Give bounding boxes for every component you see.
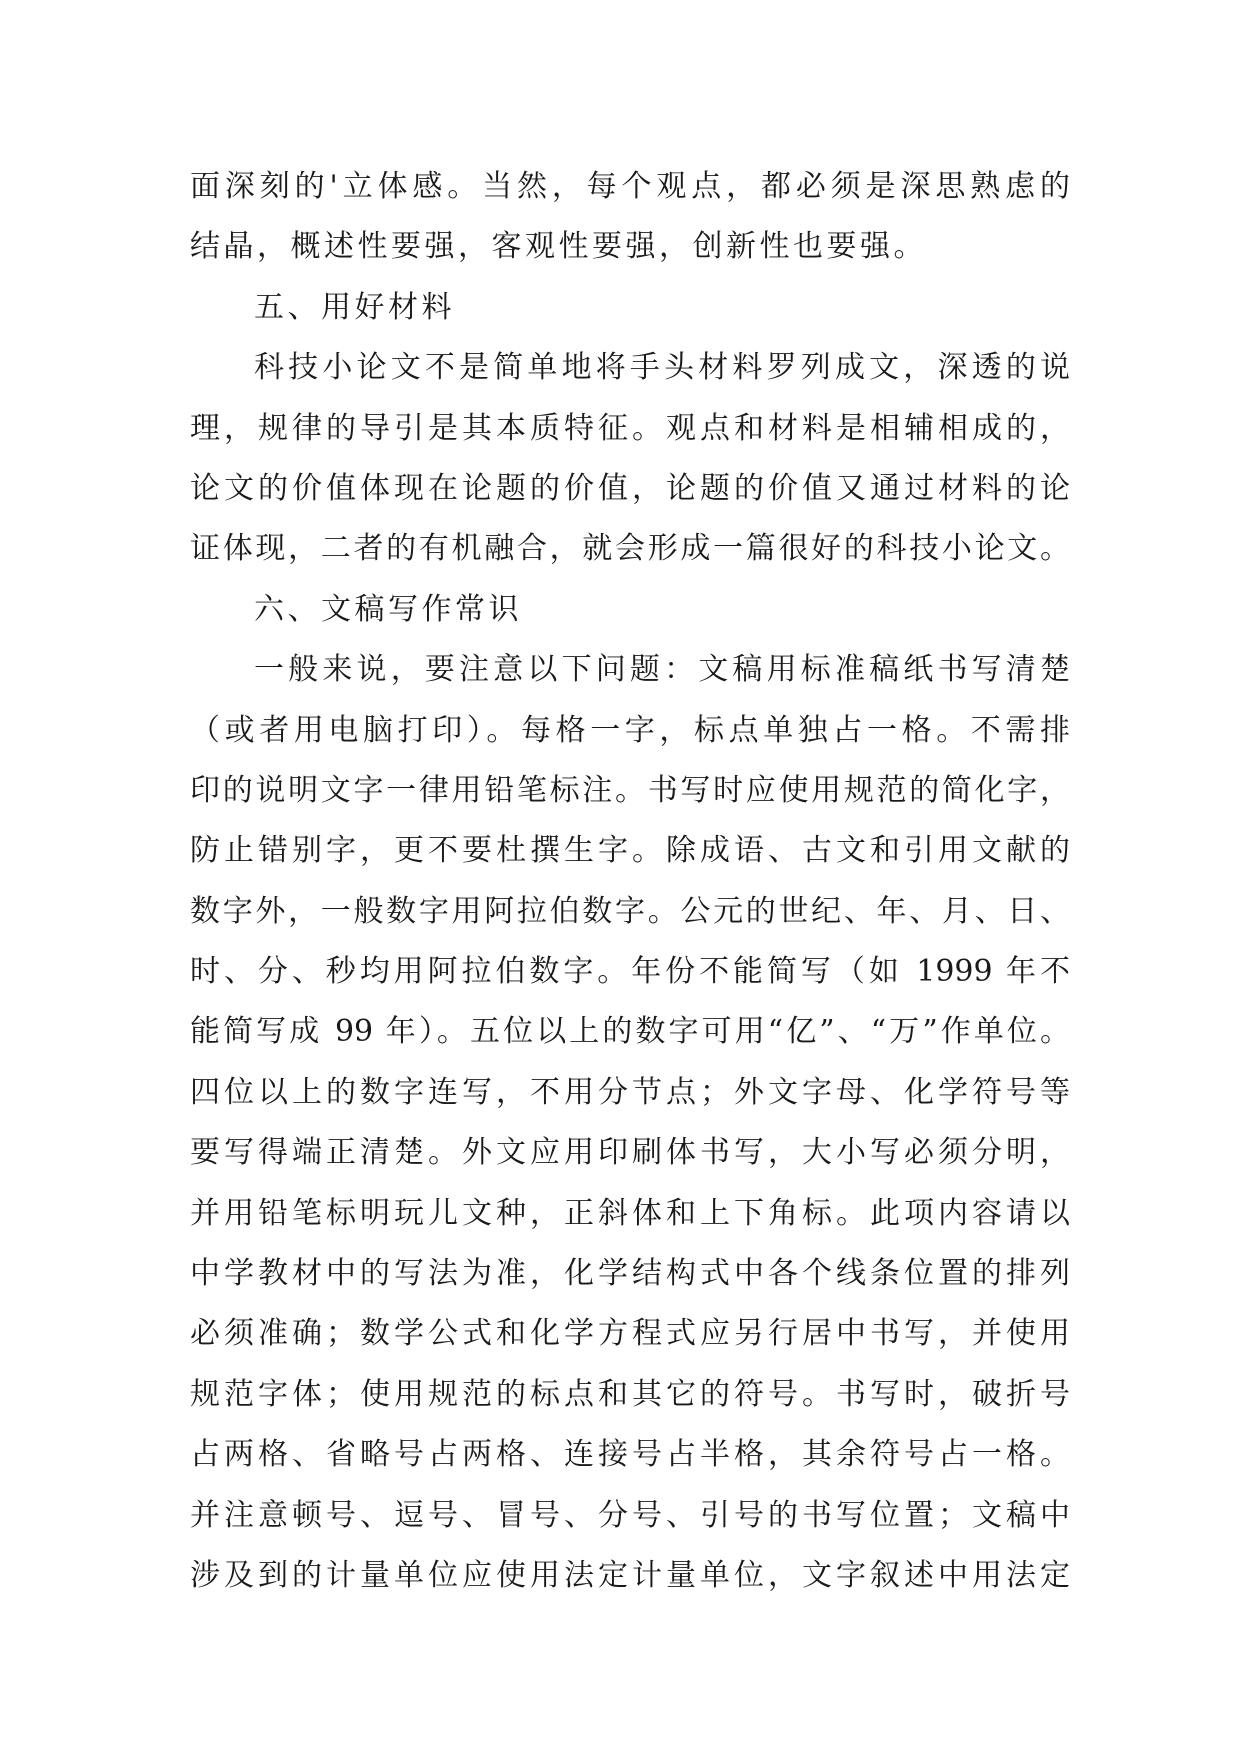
text-line: 涉及到的计量单位应使用法定计量单位，文字叙述中用法定 bbox=[190, 1557, 1070, 1593]
text-line: 并用铅笔标明玩儿文种，正斜体和上下角标。此项内容请以 bbox=[190, 1195, 1070, 1231]
text-line: 能简写成 99 年）。五位以上的数字可用“亿”、“万”作单位。 bbox=[190, 1014, 1070, 1050]
paragraph-first-line: 六、文稿写作常识 bbox=[254, 591, 522, 627]
paragraph-first-line: 一般来说，要注意以下问题：文稿用标准稿纸书写清楚 bbox=[254, 652, 1070, 688]
text-line: 结晶，概述性要强，客观性要强，创新性也要强。 bbox=[190, 229, 927, 265]
text-line: （或者用电脑打印）。每格一字，标点单独占一格。不需排 bbox=[190, 712, 1070, 748]
body-text bbox=[190, 157, 1070, 1606]
text-line: 时、分、秒均用阿拉伯数字。年份不能简写（如 1999 年不 bbox=[190, 954, 1070, 990]
text-line: 规范字体；使用规范的标点和其它的符号。书写时，破折号 bbox=[190, 1376, 1070, 1412]
text-line: 证体现，二者的有机融合，就会形成一篇很好的科技小论文。 bbox=[190, 531, 1070, 567]
text-line: 中学教材中的写法为准，化学结构式中各个线条位置的排列 bbox=[190, 1256, 1070, 1292]
text-line: 必须准确；数学公式和化学方程式应另行居中书写，并使用 bbox=[190, 1316, 1070, 1352]
paragraph-first-line: 科技小论文不是简单地将手头材料罗列成文，深透的说 bbox=[254, 350, 1070, 386]
text-line: 数字外，一般数字用阿拉伯数字。公元的世纪、年、月、日、 bbox=[190, 893, 1070, 929]
text-line: 四位以上的数字连写，不用分节点；外文字母、化学符号等 bbox=[190, 1074, 1070, 1110]
text-line: 面深刻的'立体感。当然，每个观点，都必须是深思熟虑的 bbox=[190, 169, 1070, 204]
paragraph-first-line: 五、用好材料 bbox=[254, 289, 455, 325]
text-line: 并注意顿号、逗号、冒号、分号、引号的书写位置；文稿中 bbox=[190, 1497, 1070, 1533]
text-line: 理，规律的导引是其本质特征。观点和材料是相辅相成的， bbox=[190, 410, 1070, 446]
text-line: 要写得端正清楚。外文应用印刷体书写，大小写必须分明， bbox=[190, 1135, 1070, 1171]
text-line: 占两格、省略号占两格、连接号占半格，其余符号占一格。 bbox=[190, 1437, 1070, 1473]
text-line: 防止错别字，更不要杜撰生字。除成语、古文和引用文献的 bbox=[190, 833, 1070, 869]
text-line: 论文的价值体现在论题的价值，论题的价值又通过材料的论 bbox=[190, 470, 1070, 506]
text-line: 印的说明文字一律用铅笔标注。书写时应使用规范的简化字， bbox=[190, 772, 1070, 808]
